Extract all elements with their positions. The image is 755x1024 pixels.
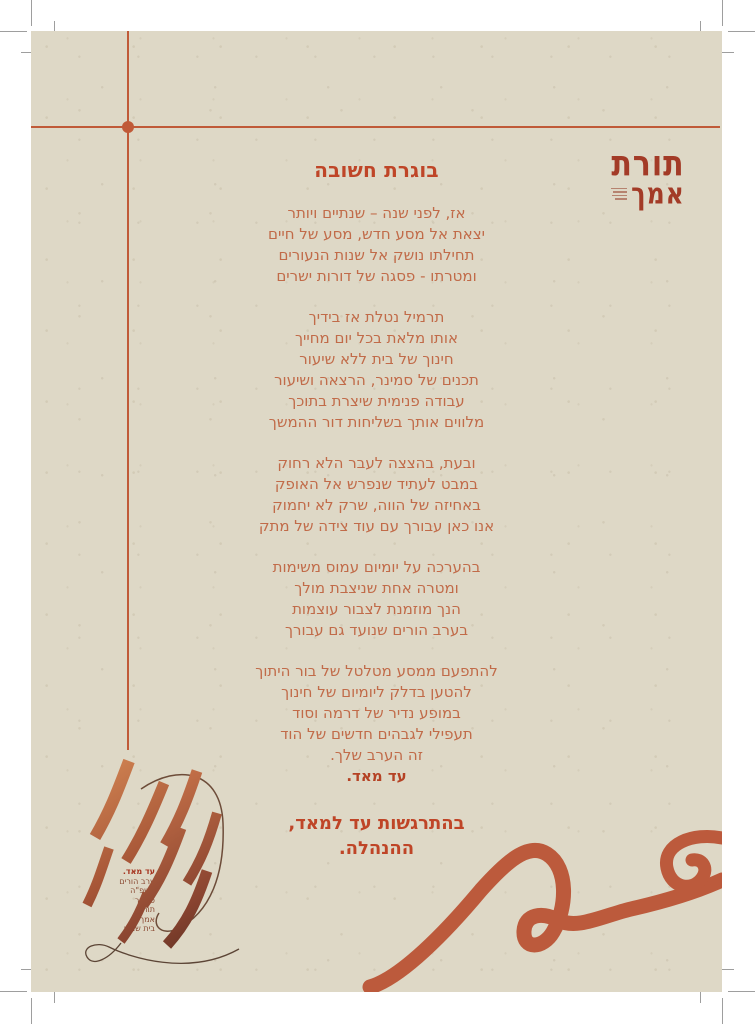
stanza-1 [31, 203, 722, 287]
poem-line: להתפעם ממסע מטלטל של בור היתוך [255, 662, 498, 680]
poem-line: מלווים אותך בשליחות דור ההמשך [268, 413, 485, 431]
poem-line: תחילתו נושק אל שנות הנעורים [278, 246, 475, 264]
crop-mark [728, 991, 755, 992]
rule-intersection-dot [122, 121, 134, 133]
poem-line: ומטרתו - פסגה של דורות ישרים [276, 267, 477, 285]
poem-line: במופע נדיר של דרמה וסוד [292, 704, 461, 722]
poem-line: להטען בדלק ליומיום של חינוך [281, 683, 472, 701]
ribbon-flourish-swirl [361, 820, 722, 992]
crop-mark [0, 991, 27, 992]
credit-line: עד מאד. [122, 867, 155, 876]
poem-line: תעפילי לגבהים חדשים של הוד [280, 725, 473, 743]
crop-mark [31, 0, 32, 26]
crop-mark [0, 31, 27, 32]
poem-line: במבט לעתיד שנפרש אל האופק [274, 475, 479, 493]
stanza-2 [31, 307, 722, 433]
stanza-4 [31, 557, 722, 641]
poster-page [31, 31, 722, 992]
logo-word-top: תורת [611, 143, 685, 185]
crop-mark [728, 31, 755, 32]
horizontal-rule [31, 126, 720, 128]
closing-line: בהתרגשות עד למאד, [288, 813, 465, 834]
poem-line: אותו מלאת בכל יום מחייך [294, 329, 458, 347]
poem-line: ובעת, בהצצה לעבר הלא רחוק [277, 454, 476, 472]
crop-mark [722, 998, 723, 1024]
poem-line: יצאת אל מסע חדש, מסע של חיים [268, 225, 485, 243]
stanza-3 [31, 453, 722, 537]
ribbon-calligraphy-artwork [69, 751, 274, 989]
poem-line: באחיזה של הווה, שרק לא יחמוק [272, 496, 481, 514]
logo-word-bottom: אמך [631, 176, 685, 211]
poem-line: הנך מוזמנת לצבור עוצמות [292, 600, 461, 618]
poem-line: בערב הורים שנועד גם עבורך [284, 621, 469, 639]
poem-line: עבודה פנימית שיצרת בתוכך [288, 392, 465, 410]
poem-line: אז, לפני שנה – שנתיים ויותר [287, 204, 466, 222]
poem-line: אנו כאן עבורך עם עוד צידה של מתק [258, 517, 495, 535]
page-title: בוגרת חשובה [314, 158, 439, 182]
signature-line: ההנהלה. [338, 838, 415, 859]
credit-line: סמינר [134, 895, 155, 905]
poem-line: בהערכה על יומיום עמוס משימות [272, 558, 481, 576]
crop-mark [722, 0, 723, 26]
poem-line: חינוך של בית ללא שיעור [299, 350, 454, 368]
poem-line: תרמיל נטלת אז בידיך [308, 308, 445, 326]
credit-line: תשפ"ה [130, 886, 155, 895]
poem-line: תכנים של סמינר, הרצאה ושיעור [274, 371, 479, 389]
credit-line: בית שמש [124, 924, 155, 933]
poem-line-emphasis: עד מאד. [346, 767, 407, 785]
poem-line: זה הערב שלך. [330, 746, 423, 764]
poem-line: ומטרה אחת שניצבת מולך [294, 579, 459, 597]
credit-line: אמך [139, 914, 155, 924]
credit-line: תורת [137, 905, 155, 914]
crop-mark [31, 998, 32, 1024]
credit-line: ערב הורים [119, 876, 155, 886]
